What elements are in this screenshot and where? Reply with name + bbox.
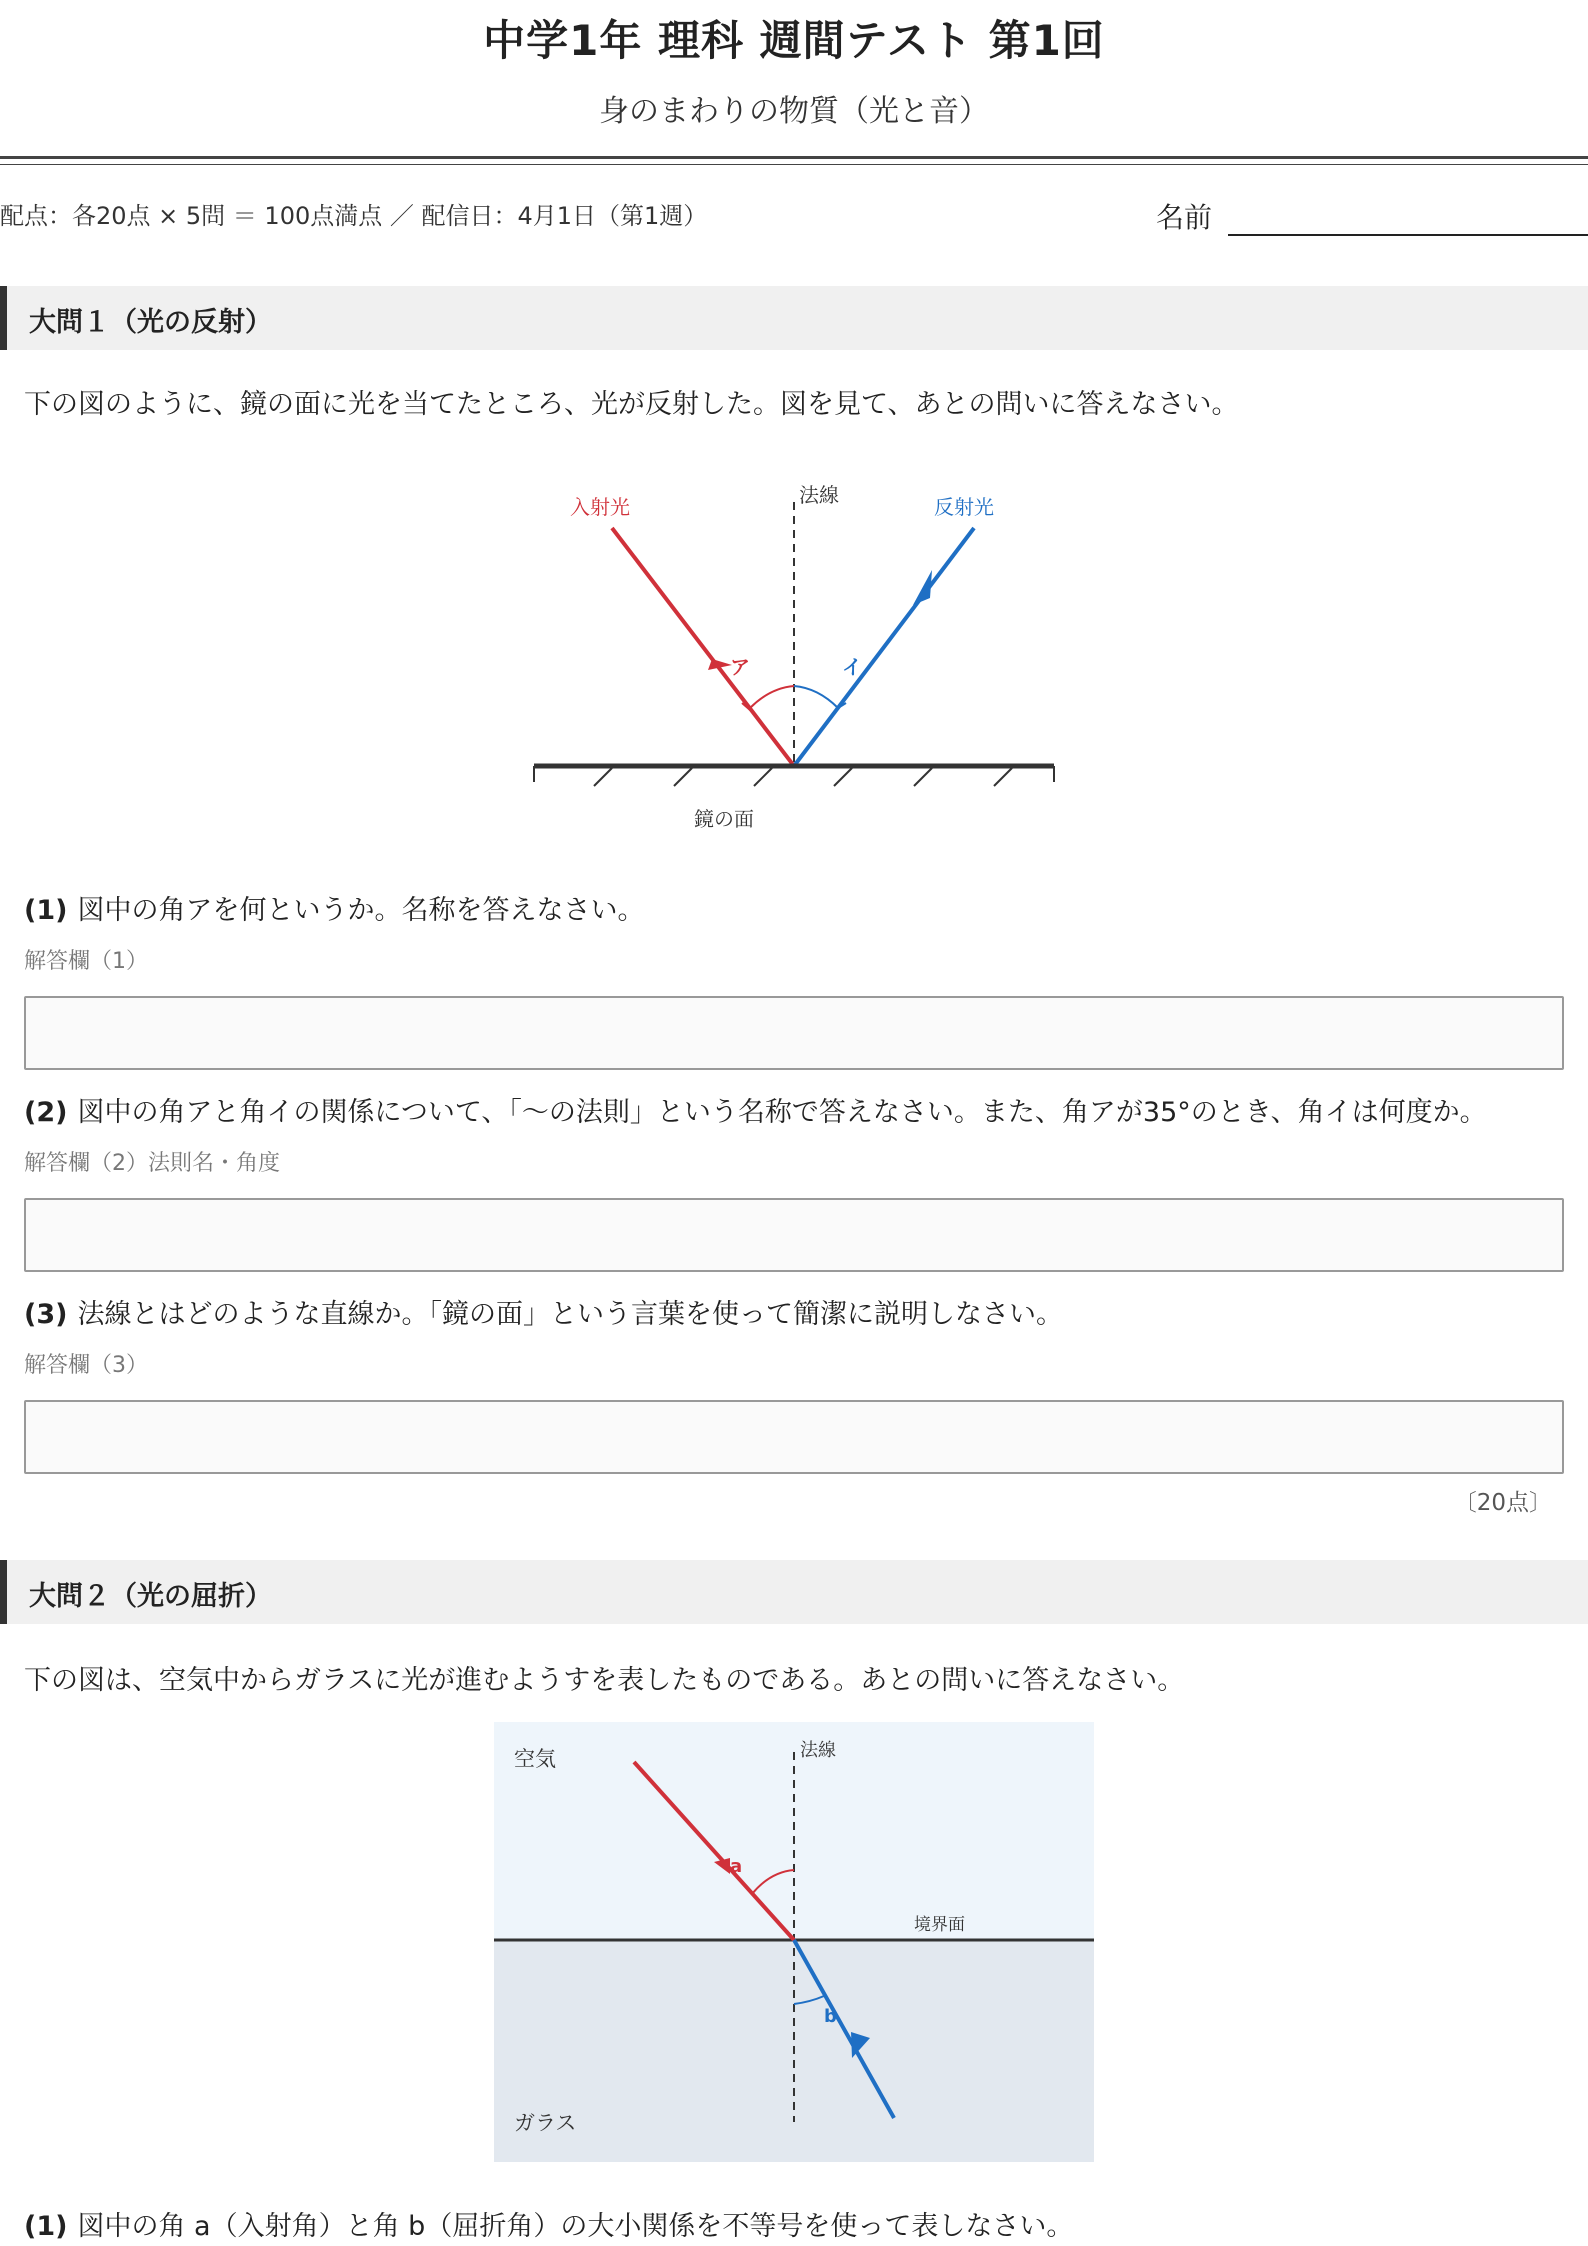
s1-q2-num: (2) [24,1097,68,1128]
s1-answer-box-1[interactable] [24,996,1564,1070]
angle-a-label-2: a [730,1856,743,1877]
reflected-ray [794,528,974,766]
s2-q1-text: 図中の角 a（入射角）と角 b（屈折角）の大小関係を不等号を使って表しなさい。 [77,2211,1074,2242]
air-label: 空気 [514,1747,556,1771]
angle-a-arc [750,686,794,708]
test-header [0,0,1588,160]
section1-points: 〔20点〕 [1453,1490,1552,1516]
page-subtitle: 身のまわりの物質（光と音） [599,94,989,129]
section2-intro: 下の図は、空気中からガラスに光が進むようすを表したものである。あとの問いに答えなさい。 [24,1665,1185,1696]
mirror-hatching [594,768,1012,786]
s1-answer-box-2[interactable] [24,1198,1564,1272]
name-label: 名前 [1156,201,1213,234]
normal-label-2: 法線 [800,1740,836,1761]
s1-q1-text: 図中の角アを何というか。名称を答えなさい。 [77,895,645,926]
glass-label: ガラス [514,2111,577,2135]
angle-i-label: イ [842,655,862,679]
angle-i-arc [794,686,838,708]
s1-answer-label-2: 解答欄（2）法則名・角度 [24,1151,280,1176]
s1-question-2 [24,1090,1487,1129]
angle-b-label: b [824,2006,837,2027]
s1-q3-text: 法線とはどのような直線か。「鏡の面」という言葉を使って簡潔に説明しなさい。 [77,1299,1063,1330]
reflected-label: 反射光 [934,495,994,519]
s1-answer-label-1: 解答欄（1） [24,949,148,974]
s1-answer-box-3[interactable] [24,1400,1564,1474]
boundary-label: 境界面 [914,1915,965,1935]
reflected-arrowhead [913,570,932,605]
angle-a-label: ア [730,655,750,679]
s1-q1-num: (1) [24,895,68,926]
section1-heading-text: 大問１（光の反射） [29,307,272,338]
score-info: 配点：各20点 × 5問 ＝ 100点満点 ／ 配信日：4月1日（第1週） [0,202,708,230]
header-divider-thin [0,164,1588,165]
s2-question-1 [24,2204,1073,2243]
s1-question-1 [24,888,644,927]
s1-answer-label-3: 解答欄（3） [24,1353,148,1378]
mirror-label: 鏡の面 [694,807,754,831]
reflection-diagram [520,470,1080,840]
s1-q2-text: 図中の角アと角イの関係について、「〜の法則」という名称で答えなさい。また、角アが35°のとき、角イは何度か。 [77,1097,1487,1128]
normal-label: 法線 [799,483,839,507]
s2-q1-num: (1) [24,2211,68,2242]
section1-intro: 下の図のように、鏡の面に光を当てたところ、光が反射した。図を見て、あとの問いに答えなさい。 [24,389,1239,420]
section2-heading [0,1560,1588,1624]
section2-heading-text: 大問２（光の屈折） [29,1581,272,1612]
refraction-diagram [494,1722,1094,2162]
incident-label: 入射光 [570,495,630,519]
section1-heading [0,286,1588,350]
incident-ray [612,528,794,766]
header-divider-thick [0,156,1588,159]
s1-question-3 [24,1292,1063,1331]
page-title: 中学1年 理科 週間テスト 第1回 [483,16,1105,65]
s1-q3-num: (3) [24,1299,68,1330]
name-field-line[interactable] [1228,234,1588,236]
